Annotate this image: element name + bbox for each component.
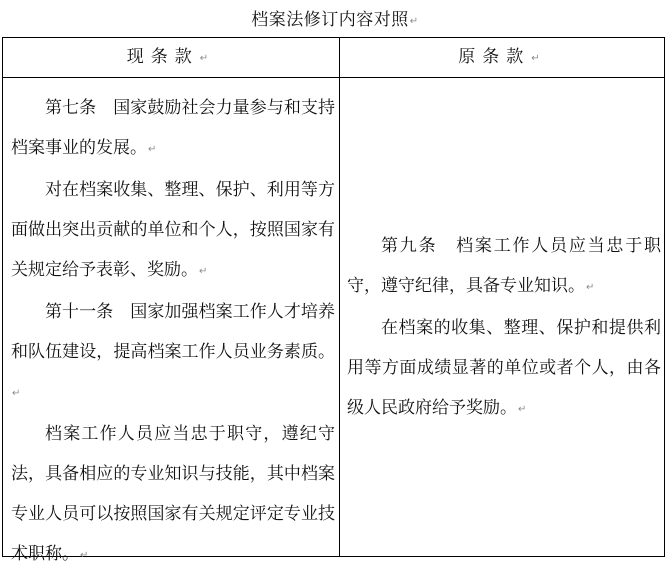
title-text: 档案法修订内容对照 (251, 10, 409, 30)
paragraph-mark-icon: ↵ (148, 144, 157, 155)
header-original-clause (340, 38, 665, 77)
header-original-label: 原条款 (458, 47, 531, 67)
paragraph-mark-icon: ↵ (80, 550, 89, 561)
paragraph-mark-icon: ↵ (518, 404, 527, 415)
header-divider (3, 77, 664, 78)
comparison-table (2, 37, 665, 564)
current-paragraph (11, 292, 335, 414)
paragraph-mark-icon: ↵ (531, 53, 547, 64)
paragraph-mark-icon: ↵ (586, 282, 595, 293)
paragraph-mark-icon: ↵ (199, 266, 208, 277)
current-paragraph (11, 414, 335, 576)
paragraph-mark-icon: ↵ (12, 388, 21, 399)
current-paragraph (11, 170, 335, 292)
paragraph-mark-icon: ↵ (409, 16, 419, 27)
paragraph-text: 对在档案收集、整理、保护、利用等方面做出突出贡献的单位和个人，按照国家有关规定给予表彰、奖励。 (11, 180, 335, 280)
paragraph-mark-icon: ↵ (199, 53, 216, 64)
original-paragraph (347, 308, 661, 430)
paragraph-text: 在档案的收集、整理、保护和提供利用等方面成绩显著的单位或者个人，由各级人民政府给予奖励。 (347, 318, 661, 418)
original-clause-cell (347, 226, 661, 430)
paragraph-text: 第十一条 国家加强档案工作人才培养和队伍建设，提高档案工作人员业务素质。 (11, 302, 335, 362)
original-paragraph (347, 226, 661, 308)
current-paragraph (11, 88, 335, 170)
header-current-clause (3, 38, 339, 77)
column-divider (339, 38, 340, 556)
header-current-label: 现条款 (126, 47, 199, 67)
document-title (0, 8, 670, 34)
paragraph-text: 第七条 国家鼓励社会力量参与和支持档案事业的发展。 (11, 98, 335, 158)
current-clause-cell (11, 88, 335, 576)
paragraph-text: 第九条 档案工作人员应当忠于职守，遵守纪律，具备专业知识。 (347, 236, 661, 296)
paragraph-text: 档案工作人员应当忠于职守，遵纪守法，具备相应的专业知识与技能，其中档案专业人员可以按照国家有关规定评定专业技术职称。 (11, 424, 335, 564)
